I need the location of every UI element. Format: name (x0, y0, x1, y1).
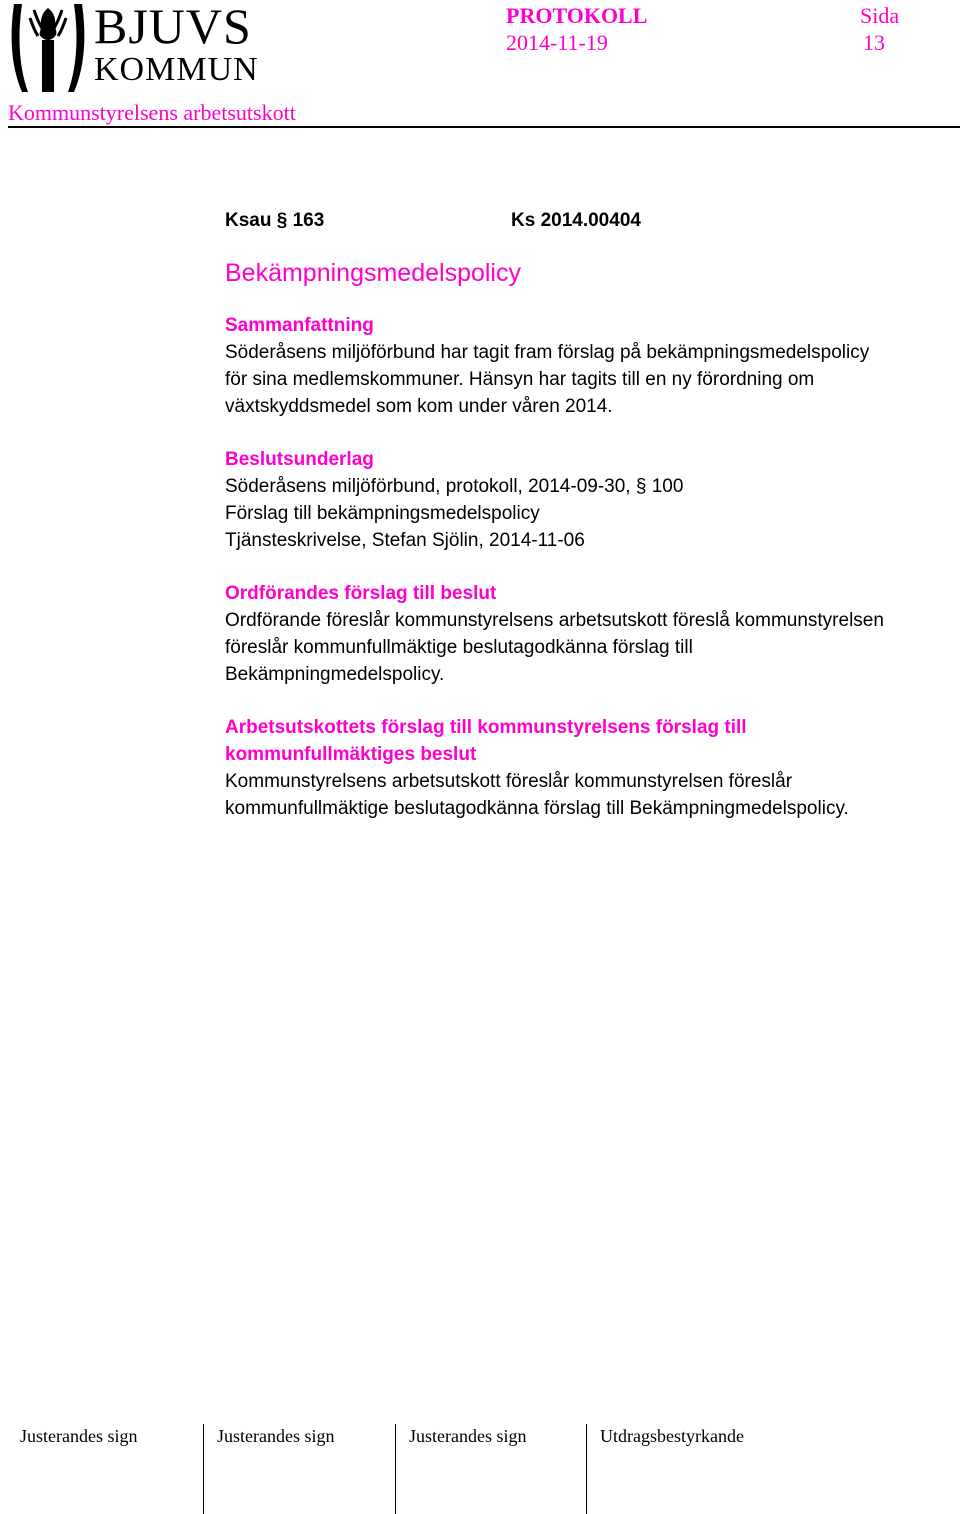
body-line: Kommunstyrelsens arbetsutskott föreslår kommunstyrelsen föreslår (225, 771, 793, 792)
section-sammanfattning (225, 312, 955, 420)
section-body (225, 473, 955, 554)
body-line: Ordförande föreslår kommunstyrelsens arbetsutskott föreslå kommunstyrelsen (225, 610, 884, 631)
body-line: föreslår kommunfullmäktige beslutagodkänna förslag till (225, 637, 693, 658)
case-reference-line (225, 204, 955, 238)
torch-emblem-icon (8, 2, 88, 94)
body-line: Söderåsens miljöförbund, protokoll, 2014-09-30, § 100 (225, 476, 684, 497)
section-body (225, 607, 955, 688)
section-heading: Sammanfattning (225, 315, 374, 336)
body-line: Förslag till bekämpningsmedelspolicy (225, 503, 540, 524)
section-heading: Arbetsutskottets förslag till kommunstyrelsens förslag till (225, 717, 747, 738)
signature-label: Justerandes sign (217, 1426, 335, 1446)
section-body (225, 768, 955, 822)
body-line: för sina medlemskommuner. Hänsyn har tagits till en ny förordning om (225, 369, 815, 390)
protocol-date: 2014-11-19 (506, 30, 608, 55)
bjuvs-kommun-logo (8, 0, 259, 94)
body-line: växtskyddsmedel som kom under våren 2014. (225, 396, 613, 417)
doc-type-label: PROTOKOLL (506, 3, 648, 28)
header-divider (8, 126, 960, 128)
signature-label: Utdragsbestyrkande (600, 1426, 744, 1446)
section-beslutsunderlag (225, 446, 955, 554)
signature-divider (586, 1424, 587, 1514)
signature-label: Justerandes sign (20, 1426, 138, 1446)
ks-reference: Ks 2014.00404 (511, 210, 641, 231)
committee-name: Kommunstyrelsens arbetsutskott (8, 100, 296, 125)
signature-label: Justerandes sign (409, 1426, 527, 1446)
case-title: Bekämpningsmedelspolicy (225, 259, 521, 287)
signature-divider (395, 1424, 396, 1514)
section-body (225, 339, 955, 420)
signature-divider (203, 1424, 204, 1514)
section-arbetsutskottets-forslag (225, 714, 955, 822)
body-line: kommunfullmäktige beslutagodkänna förslag till Bekämpningmedelspolicy. (225, 798, 849, 819)
body-line: Söderåsens miljöförbund har tagit fram förslag på bekämpningsmedelspolicy (225, 342, 870, 363)
section-heading: Beslutsunderlag (225, 449, 374, 470)
logo-text-kommun: KOMMUN (94, 51, 259, 88)
section-heading-cont: kommunfullmäktiges beslut (225, 744, 477, 765)
page-number: 13 (863, 30, 885, 55)
body-line: Bekämpningmedelspolicy. (225, 664, 445, 685)
ksau-reference: Ksau § 163 (225, 210, 325, 231)
signature-footer (8, 1424, 960, 1514)
section-ordforandes-forslag (225, 580, 955, 688)
body-line: Tjänsteskrivelse, Stefan Sjölin, 2014-11-06 (225, 530, 585, 551)
page-label: Sida (860, 3, 900, 28)
logo-text-bjuvs: BJUVS (94, 0, 252, 54)
section-heading: Ordförandes förslag till beslut (225, 583, 497, 604)
protocol-content (225, 204, 955, 848)
